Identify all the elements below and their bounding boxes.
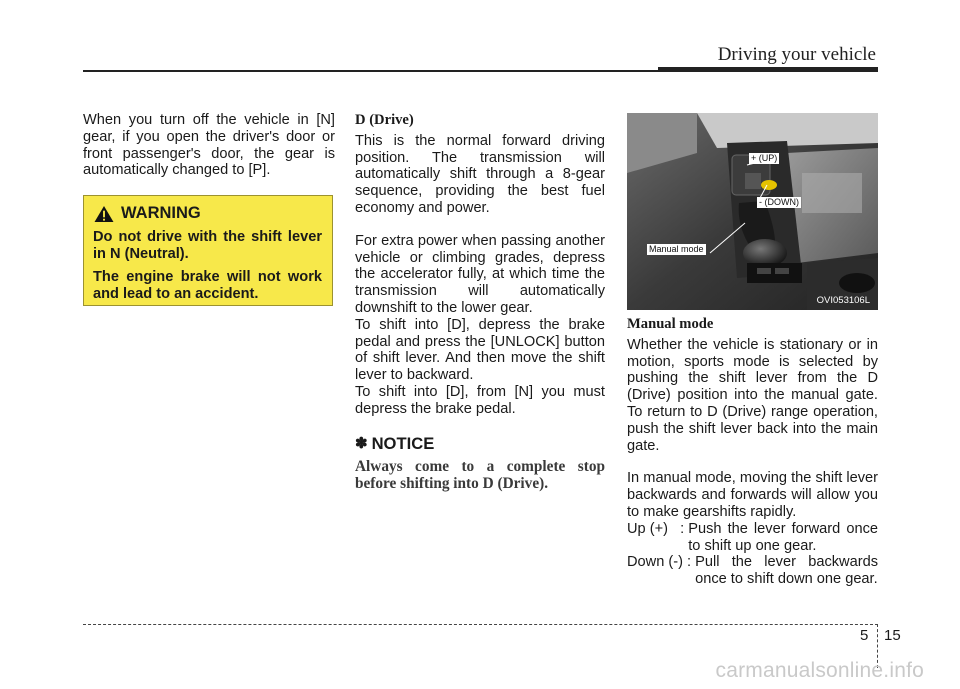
column-1 xyxy=(83,112,335,179)
figure-code: OVI053106L xyxy=(816,295,870,306)
warning-title: WARNING xyxy=(121,204,201,222)
notice-text: Always come to a complete stop before shifting into D (Drive). xyxy=(355,458,605,493)
notice-star-icon: ✽ xyxy=(355,434,368,452)
chapter-number: 5 xyxy=(860,627,869,644)
drive-paragraph-2: For extra power when passing another vehicle or climbing grades, depress the accelerator fully, at which time the transmission will automatically downshift to the lower gear. xyxy=(355,232,605,316)
warning-title-row xyxy=(93,204,322,223)
page-header-title: Driving your vehicle xyxy=(717,44,876,65)
intro-paragraph: When you turn off the vehicle in [N] gear, if you open the driver's door or front passenger's door, the gear is automatically changed to [P]. xyxy=(83,112,335,179)
shift-lever-photo xyxy=(627,113,878,310)
drive-heading: D (Drive) xyxy=(355,112,414,128)
manual-mode-heading: Manual mode xyxy=(627,316,714,332)
header-rule-accent xyxy=(658,67,878,72)
footer-rule xyxy=(83,624,878,625)
notice-title: NOTICE xyxy=(371,433,435,453)
warning-text-2: The engine brake will not work and lead to an accident. xyxy=(93,269,322,302)
down-term: Down (-) : xyxy=(627,554,696,571)
column-3 xyxy=(627,316,878,588)
label-up: + (UP) xyxy=(751,153,778,163)
drive-paragraph-3: To shift into [D], depress the brake pedal and press the [UNLOCK] button of shift lever. And then move the shift lever to backward. xyxy=(355,316,605,384)
up-definition xyxy=(627,521,878,555)
shift-lever-illustration xyxy=(627,113,878,310)
drive-paragraph-1: This is the normal forward driving position. The transmission will automatically shift through a 8-gear sequence, providing the best fuel economy and power. xyxy=(355,132,605,216)
notice-title-row xyxy=(355,433,605,453)
manual-mode-paragraph-1: Whether the vehicle is stationary or in motion, sports mode is selected by pushing the shift lever from the D (Drive) position into the manual gate. To return to D (Drive) range operation, push the shift lever back into the main gate. xyxy=(627,336,878,454)
warning-box xyxy=(83,195,333,306)
page-number: 15 xyxy=(884,627,901,644)
watermark: carmanualsonline.info xyxy=(715,659,924,682)
down-definition xyxy=(627,554,878,588)
warning-text-1: Do not drive with the shift lever in N (Neutral). xyxy=(93,229,322,262)
label-down: - (DOWN) xyxy=(759,197,799,207)
warning-triangle-icon xyxy=(93,205,115,223)
down-description: Pull the lever backwards once to shift down one gear. xyxy=(695,554,878,588)
up-description: Push the lever forward once to shift up one gear. xyxy=(688,520,878,554)
manual-mode-paragraph-2: In manual mode, moving the shift lever backwards and forwards will allow you to make gearshifts rapidly. xyxy=(627,470,878,520)
column-2 xyxy=(355,112,605,492)
drive-paragraph-4: To shift into [D], from [N] you must depress the brake pedal. xyxy=(355,383,605,417)
label-manual-mode: Manual mode xyxy=(649,244,704,254)
up-term: Up (+) : xyxy=(627,520,689,537)
